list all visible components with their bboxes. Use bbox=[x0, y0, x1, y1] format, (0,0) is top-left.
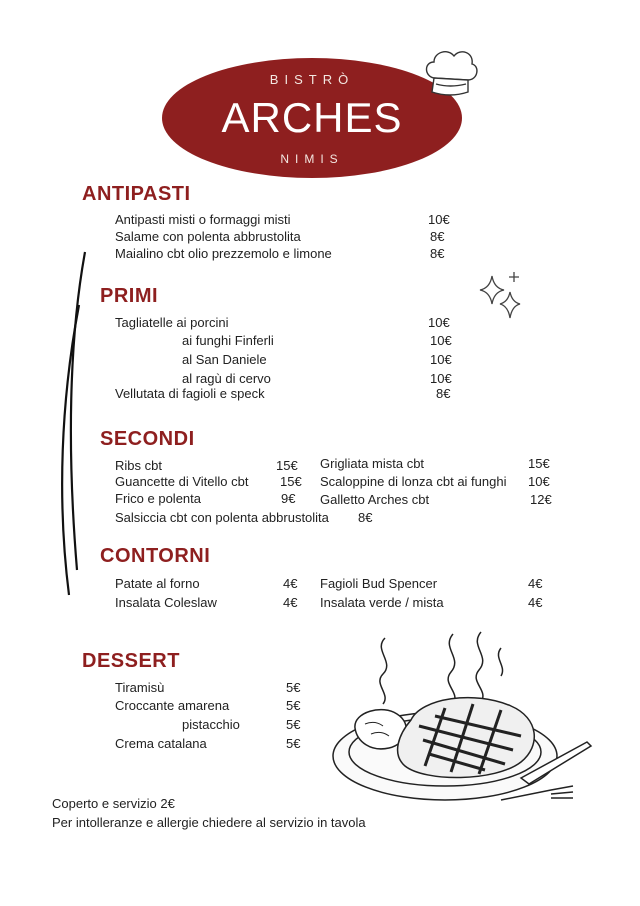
section-title-primi: PRIMI bbox=[100, 285, 159, 307]
menu-price: 10€ bbox=[428, 315, 450, 330]
menu-item: Fagioli Bud Spencer bbox=[320, 576, 438, 591]
menu-price: 10€ bbox=[528, 474, 550, 489]
menu-price: 5€ bbox=[286, 698, 301, 713]
decorative-curves bbox=[55, 250, 100, 610]
menu-item: Crema catalana bbox=[115, 736, 207, 751]
menu-price: 10€ bbox=[428, 212, 450, 227]
menu-item: Scaloppine di lonza cbt ai funghi bbox=[320, 474, 507, 489]
menu-price: 8€ bbox=[436, 386, 451, 401]
menu-item: Insalata verde / mista bbox=[320, 595, 444, 610]
menu-price: 5€ bbox=[286, 736, 301, 751]
chef-hat-icon bbox=[420, 44, 482, 100]
menu-item: Salsiccia cbt con polenta abbrustolita bbox=[115, 510, 329, 525]
menu-item: Insalata Coleslaw bbox=[115, 595, 217, 610]
menu-price: 4€ bbox=[528, 576, 543, 591]
menu-item: Croccante amarena bbox=[115, 698, 230, 713]
menu-item: Guancette di Vitello cbt bbox=[115, 474, 249, 489]
menu-price: 15€ bbox=[280, 474, 302, 489]
section-title-dessert: DESSERT bbox=[82, 650, 180, 672]
menu-price: 10€ bbox=[430, 352, 452, 367]
menu-item: Maialino cbt olio prezzemolo e limone bbox=[115, 246, 332, 261]
logo bbox=[162, 58, 462, 178]
menu-item: Salame con polenta abbrustolita bbox=[115, 229, 301, 244]
logo-brand: ARCHES bbox=[221, 94, 403, 141]
menu-item: al San Daniele bbox=[182, 352, 267, 367]
menu-price: 10€ bbox=[430, 371, 452, 386]
menu-price: 15€ bbox=[528, 456, 550, 471]
menu-price: 9€ bbox=[281, 491, 296, 506]
cover-charge-note: Coperto e servizio 2€ bbox=[52, 796, 175, 811]
menu-item: Galletto Arches cbt bbox=[320, 492, 430, 507]
menu-item: Tiramisù bbox=[115, 680, 165, 695]
logo-top-word: BISTRÒ bbox=[269, 72, 355, 87]
menu-price: 5€ bbox=[286, 680, 301, 695]
menu-price: 15€ bbox=[276, 458, 298, 473]
menu-price: 8€ bbox=[358, 510, 373, 525]
menu-item: al ragù di cervo bbox=[182, 371, 271, 386]
menu-item: ai funghi Finferli bbox=[182, 333, 274, 348]
sparkle-icon bbox=[476, 268, 526, 326]
menu-item: Patate al forno bbox=[115, 576, 200, 591]
menu-price: 4€ bbox=[283, 576, 298, 591]
allergy-note: Per intolleranze e allergie chiedere al servizio in tavola bbox=[52, 815, 366, 830]
menu-item: Tagliatelle ai porcini bbox=[115, 315, 229, 330]
menu-price: 12€ bbox=[530, 492, 552, 507]
menu-price: 5€ bbox=[286, 717, 301, 732]
menu-price: 8€ bbox=[430, 246, 445, 261]
menu-item: Vellutata di fagioli e speck bbox=[115, 386, 265, 401]
menu-price: 4€ bbox=[528, 595, 543, 610]
menu-item: Antipasti misti o formaggi misti bbox=[115, 212, 291, 227]
menu-price: 4€ bbox=[283, 595, 298, 610]
menu-price: 8€ bbox=[430, 229, 445, 244]
menu-item: Ribs cbt bbox=[115, 458, 162, 473]
section-title-secondi: SECONDI bbox=[100, 428, 195, 450]
menu-item: pistacchio bbox=[182, 717, 240, 732]
logo-bottom-word: NIMIS bbox=[280, 152, 344, 166]
section-title-contorni: CONTORNI bbox=[100, 545, 211, 567]
menu-item: Grigliata mista cbt bbox=[320, 456, 425, 471]
steak-illustration-icon bbox=[325, 628, 595, 818]
menu-item: Frico e polenta bbox=[115, 491, 201, 506]
section-title-antipasti: ANTIPASTI bbox=[82, 183, 191, 205]
menu-price: 10€ bbox=[430, 333, 452, 348]
